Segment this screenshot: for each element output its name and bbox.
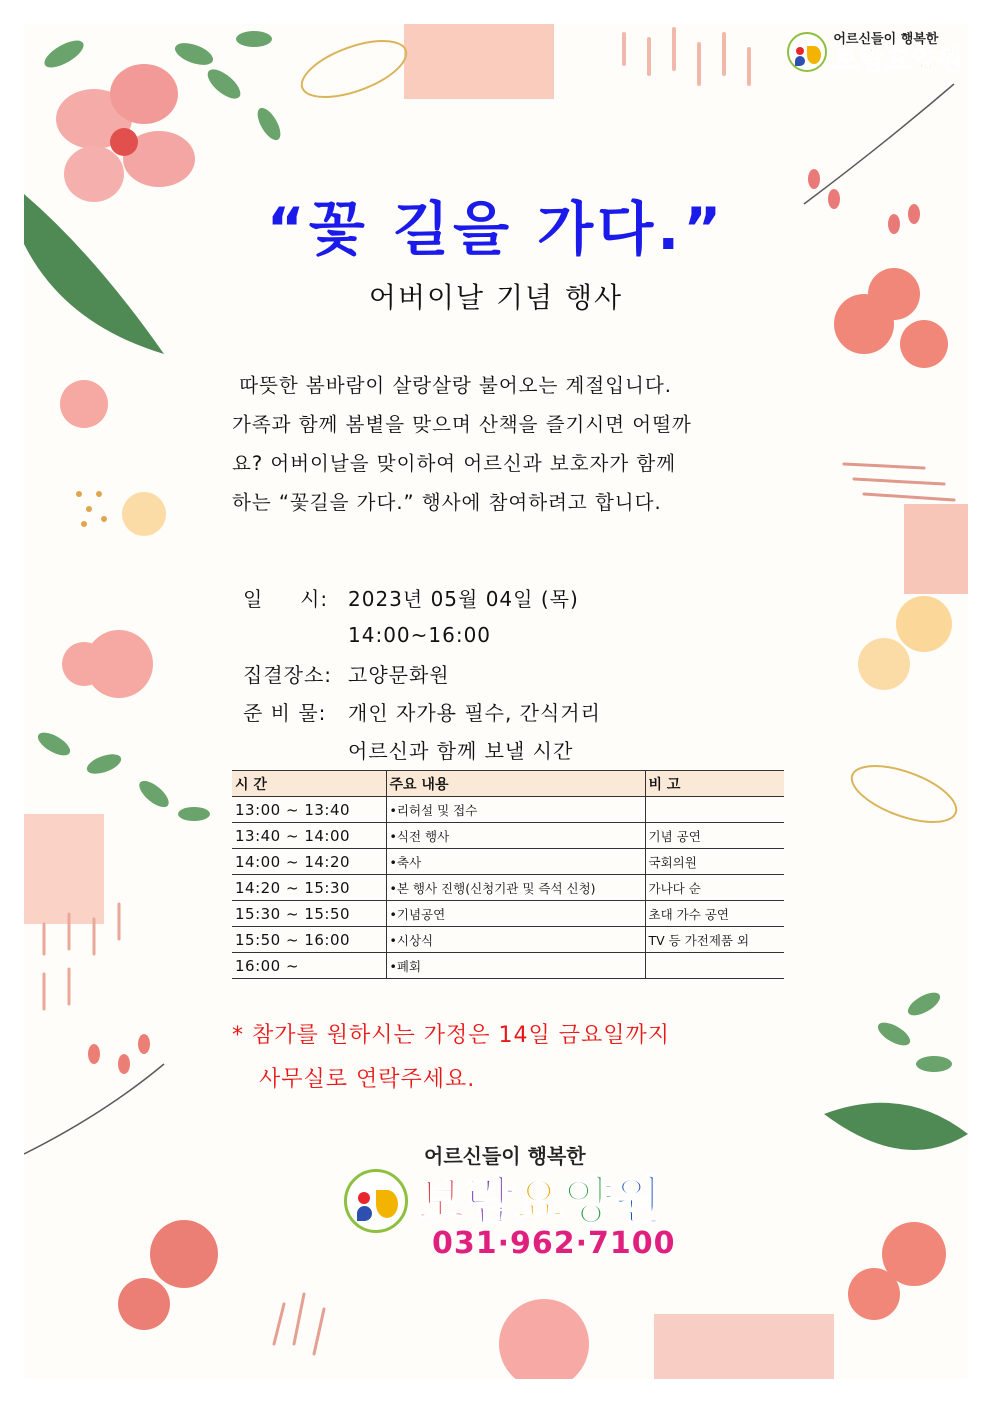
note-cell: 초대 가수 공연 — [645, 901, 784, 927]
table-header-row — [232, 771, 784, 797]
coral-flowers-right — [834, 268, 952, 1320]
note-cell: TV 등 가전제품 외 — [645, 927, 784, 953]
intro-line: 요? 어버이날을 맞이하여 어르신과 보호자가 함께 — [232, 452, 677, 475]
event-info — [243, 578, 601, 768]
header-note: 비 고 — [645, 771, 784, 797]
header-logo — [787, 28, 964, 75]
time-cell: 13:00 ~ 13:40 — [232, 797, 386, 823]
phone-number: 031·962·7100 — [432, 1226, 676, 1261]
table-row — [232, 901, 784, 927]
content-cell: •기념공연 — [386, 901, 645, 927]
footer-logo-tagline: 어르신들이 행복한 — [424, 1144, 586, 1168]
time-cell: 14:00 ~ 14:20 — [232, 849, 386, 875]
notice-line-1: * 참가를 원하시는 가정은 14일 금요일까지 — [232, 1023, 670, 1048]
time-cell: 15:50 ~ 16:00 — [232, 927, 386, 953]
event-subtitle: 어버이날 기념 행사 — [368, 281, 624, 314]
table-row — [232, 849, 784, 875]
notice-line-2: 사무실로 연락주세요. — [259, 1067, 476, 1092]
header-time: 시 간 — [232, 771, 386, 797]
content-cell: •리허설 및 접수 — [386, 797, 645, 823]
note-cell — [645, 953, 784, 979]
intro-line: 가족과 함께 봄볕을 맞으며 산책을 즐기시면 어떨까 — [232, 413, 692, 436]
intro-line: 따뜻한 봄바람이 살랑살랑 불어오는 계절입니다. — [232, 374, 672, 397]
footer-logo — [344, 1140, 663, 1233]
content-cell: •폐회 — [386, 953, 645, 979]
place-label: 집결장소: — [243, 662, 333, 687]
event-title: “꽃 길을 가다.” — [266, 195, 726, 263]
prep-value-2: 어르신과 함께 보낼 시간 — [348, 738, 574, 763]
date-value: 2023년 05월 04일 (목) — [348, 586, 579, 611]
table-row — [232, 953, 784, 979]
content-cell: •축사 — [386, 849, 645, 875]
time-cell: 16:00 ~ — [232, 953, 386, 979]
table-row — [232, 823, 784, 849]
intro-line: 하는 “꽃길을 가다.” 행사에 참여하려고 합니다. — [232, 491, 662, 514]
schedule-table — [232, 770, 784, 979]
time-cell: 15:30 ~ 15:50 — [232, 901, 386, 927]
logo-brand: 보람요양원 — [833, 46, 964, 76]
date-label: 일 시: — [243, 586, 329, 611]
header-content: 주요 내용 — [386, 771, 645, 797]
table-row — [232, 875, 784, 901]
time-cell: 14:20 ~ 15:30 — [232, 875, 386, 901]
footer-logo-brand: 보람요양원 — [416, 1172, 663, 1230]
prep-label: 준 비 물: — [243, 700, 327, 725]
note-cell: 가나다 순 — [645, 875, 784, 901]
logo-emblem-icon — [787, 32, 827, 72]
time-cell: 13:40 ~ 14:00 — [232, 823, 386, 849]
time-value: 14:00~16:00 — [348, 623, 492, 647]
place-value: 고양문화원 — [348, 662, 450, 687]
footer-logo-emblem-icon — [344, 1169, 408, 1233]
note-cell — [645, 797, 784, 823]
table-row — [232, 797, 784, 823]
note-cell: 기념 공연 — [645, 823, 784, 849]
logo-tagline: 어르신들이 행복한 — [833, 32, 939, 47]
table-row — [232, 927, 784, 953]
content-cell: •시상식 — [386, 927, 645, 953]
content-cell: •식전 행사 — [386, 823, 645, 849]
content-cell: •본 행사 진행(신청기관 및 즉석 신청) — [386, 875, 645, 901]
intro-paragraph — [232, 366, 784, 522]
prep-value: 개인 자가용 필수, 간식거리 — [348, 700, 601, 725]
peach-block-top — [404, 24, 554, 99]
note-cell: 국회의원 — [645, 849, 784, 875]
pink-flowers-left — [60, 380, 153, 698]
registration-notice — [232, 1014, 670, 1102]
